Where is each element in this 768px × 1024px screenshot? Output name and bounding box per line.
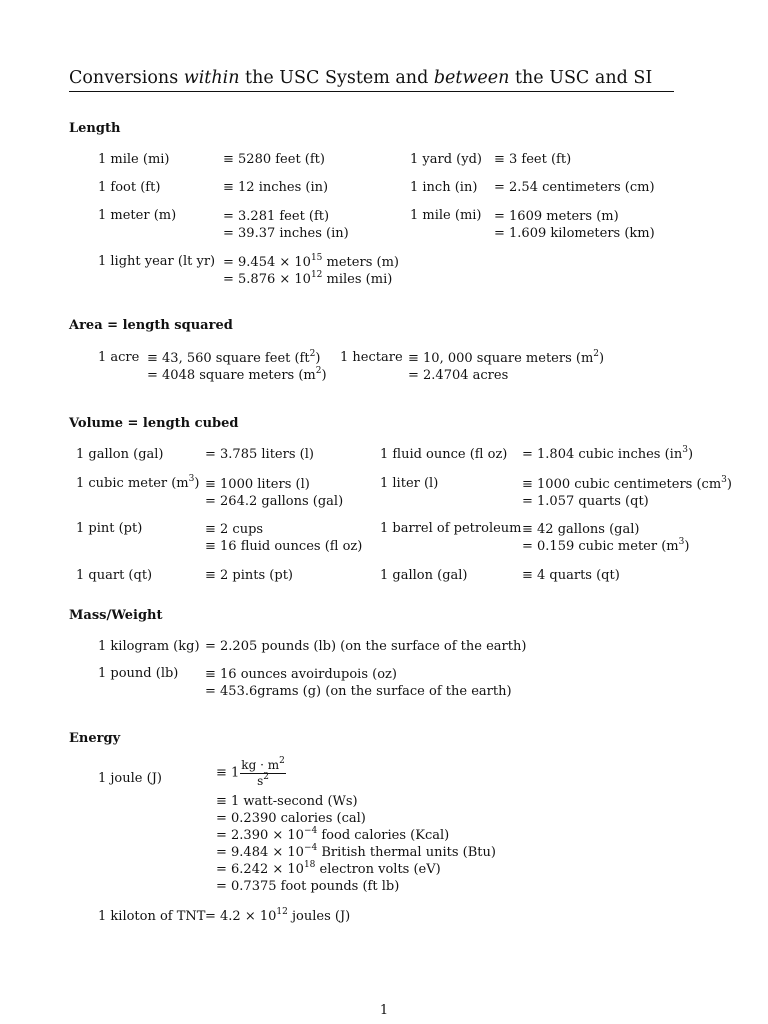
mass-pound-label: 1 pound (lb) <box>98 666 179 681</box>
energy-joule-value-1: ≡ 1 watt-second (Ws) <box>216 794 358 809</box>
mass-pound-value-1: ≡ 16 ounces avoirdupois (oz) <box>205 667 397 682</box>
section-heading-length: Length <box>69 121 121 136</box>
volume-floz-label: 1 fluid ounce (fl oz) <box>380 447 508 462</box>
volume-floz-value: = 1.804 cubic inches $(in^3)$ <box>522 444 694 462</box>
volume-pint-value-1: ≡ 2 cups <box>205 522 264 537</box>
length-meter-values <box>223 208 349 242</box>
volume-gallon2-value: ≡ 4 quarts (qt) <box>522 568 620 583</box>
page-number: 1 <box>379 1003 389 1018</box>
page-title: Conversions within the USC System and between the USC and SI <box>69 68 674 92</box>
volume-liter-value-1: ≡ 1000 cubic centimeters $(cm^3)$ <box>522 474 732 492</box>
length-foot-value: ≡ 12 inches (in) <box>223 180 329 195</box>
mass-kilogram-label: 1 kilogram (kg) <box>98 639 200 654</box>
length-lightyear-value-1: = $9.454 \times 10^{15}$ meters (m) <box>223 252 399 270</box>
area-acre-value-1: ≡ 43, 560 square feet $(ft^2)$ <box>147 348 321 366</box>
volume-liter-label: 1 liter (l) <box>380 476 439 491</box>
volume-quart-value: ≡ 2 pints (pt) <box>205 568 293 583</box>
area-hectare-value-2: = 2.4704 acres <box>408 368 509 383</box>
length-inch-value: = 2.54 centimeters (cm) <box>494 180 655 195</box>
mass-pound-value-2: = 453.6grams (g) (on the surface of the earth) <box>205 684 512 699</box>
length-meter-label: 1 meter (m) <box>98 208 177 223</box>
length-mile2-values <box>494 208 655 242</box>
energy-joule-value-3: = $2.390 \times 10^{-4}$ food calories (Kcal) <box>216 825 450 843</box>
length-inch-label: 1 inch (in) <box>410 180 478 195</box>
energy-joule-value-6: = 0.7375 foot pounds (ft lb) <box>216 879 400 894</box>
area-acre-label: 1 acre <box>98 350 140 365</box>
length-mile-value: ≡ 5280 feet (ft) <box>223 152 325 167</box>
volume-cubicmeter-value-2: = 264.2 gallons (gal) <box>205 494 344 509</box>
energy-joule-values <box>216 793 496 895</box>
volume-quart-label: 1 quart (qt) <box>76 568 153 583</box>
energy-tnt-value: = $4.2 \times 10^{12}$ joules (J) <box>205 906 351 924</box>
volume-cubicmeter-values <box>205 476 343 510</box>
length-mile-label: 1 mile (mi) <box>98 152 170 167</box>
volume-gallon-value: = 3.785 liters (l) <box>205 447 314 462</box>
kg-m2-per-s2-fraction: $\frac{kg \cdot m^2}{s^2}$ <box>241 756 285 788</box>
length-meter-value-1: = 3.281 feet (ft) <box>223 209 330 224</box>
energy-joule-definition: ≡ 1 $\frac{kg \cdot m^2}{s^2}$ <box>216 756 285 788</box>
area-hectare-values <box>408 350 604 384</box>
volume-liter-value-2: = 1.057 quarts (qt) <box>522 494 649 509</box>
volume-pint-values <box>205 521 362 555</box>
volume-barrel-value-1: ≡ 42 gallons (gal) <box>522 522 640 537</box>
volume-barrel-value-2: = 0.159 cubic meter $(m^3)$ <box>522 536 690 554</box>
energy-tnt-label: 1 kiloton of TNT <box>98 909 206 924</box>
volume-pint-label: 1 pint (pt) <box>76 521 143 536</box>
area-hectare-value-1: ≡ 10, 000 square meters $(m^2)$ <box>408 348 605 366</box>
volume-pint-value-2: ≡ 16 fluid ounces (fl oz) <box>205 539 363 554</box>
length-lightyear-label: 1 light year (lt yr) <box>98 254 216 269</box>
length-lightyear-values <box>223 254 399 288</box>
length-meter-value-2: = 39.37 inches (in) <box>223 226 349 241</box>
volume-gallon2-label: 1 gallon (gal) <box>380 568 468 583</box>
length-foot-label: 1 foot (ft) <box>98 180 161 195</box>
length-mile2-label: 1 mile (mi) <box>410 208 482 223</box>
length-yard-value: ≡ 3 feet (ft) <box>494 152 572 167</box>
mass-pound-values <box>205 666 512 700</box>
length-mile2-value-2: = 1.609 kilometers (km) <box>494 226 655 241</box>
area-hectare-label: 1 hectare <box>340 350 403 365</box>
energy-joule-value-4: = $9.484 \times 10^{-4}$ British thermal units (Btu) <box>216 842 496 860</box>
volume-liter-values <box>522 476 732 510</box>
length-mile2-value-1: = 1609 meters (m) <box>494 209 619 224</box>
volume-cubicmeter-label: 1 cubic meter $(m^3)$ <box>76 473 200 491</box>
volume-cubicmeter-value-1: ≡ 1000 liters (l) <box>205 477 310 492</box>
volume-gallon-label: 1 gallon (gal) <box>76 447 164 462</box>
energy-joule-label: 1 joule (J) <box>98 771 162 786</box>
area-acre-values <box>147 350 327 384</box>
area-acre-value-2: = 4048 square meters $(m^2)$ <box>147 365 327 383</box>
energy-joule-value-2: = 0.2390 calories (cal) <box>216 811 366 826</box>
volume-barrel-label: 1 barrel of petroleum <box>380 521 522 536</box>
length-lightyear-value-2: = $5.876 \times 10^{12}$ miles (mi) <box>223 269 393 287</box>
mass-kilogram-value: = 2.205 pounds (lb) (on the surface of the earth) <box>205 639 527 654</box>
length-yard-label: 1 yard (yd) <box>410 152 482 167</box>
section-heading-area: Area = length squared <box>69 318 233 333</box>
volume-barrel-values <box>522 521 689 555</box>
section-heading-mass: Mass/Weight <box>69 608 163 623</box>
section-heading-volume: Volume = length cubed <box>69 416 239 431</box>
energy-joule-value-5: = $6.242 \times 10^{18}$ electron volts (eV) <box>216 859 441 877</box>
section-heading-energy: Energy <box>69 731 121 746</box>
